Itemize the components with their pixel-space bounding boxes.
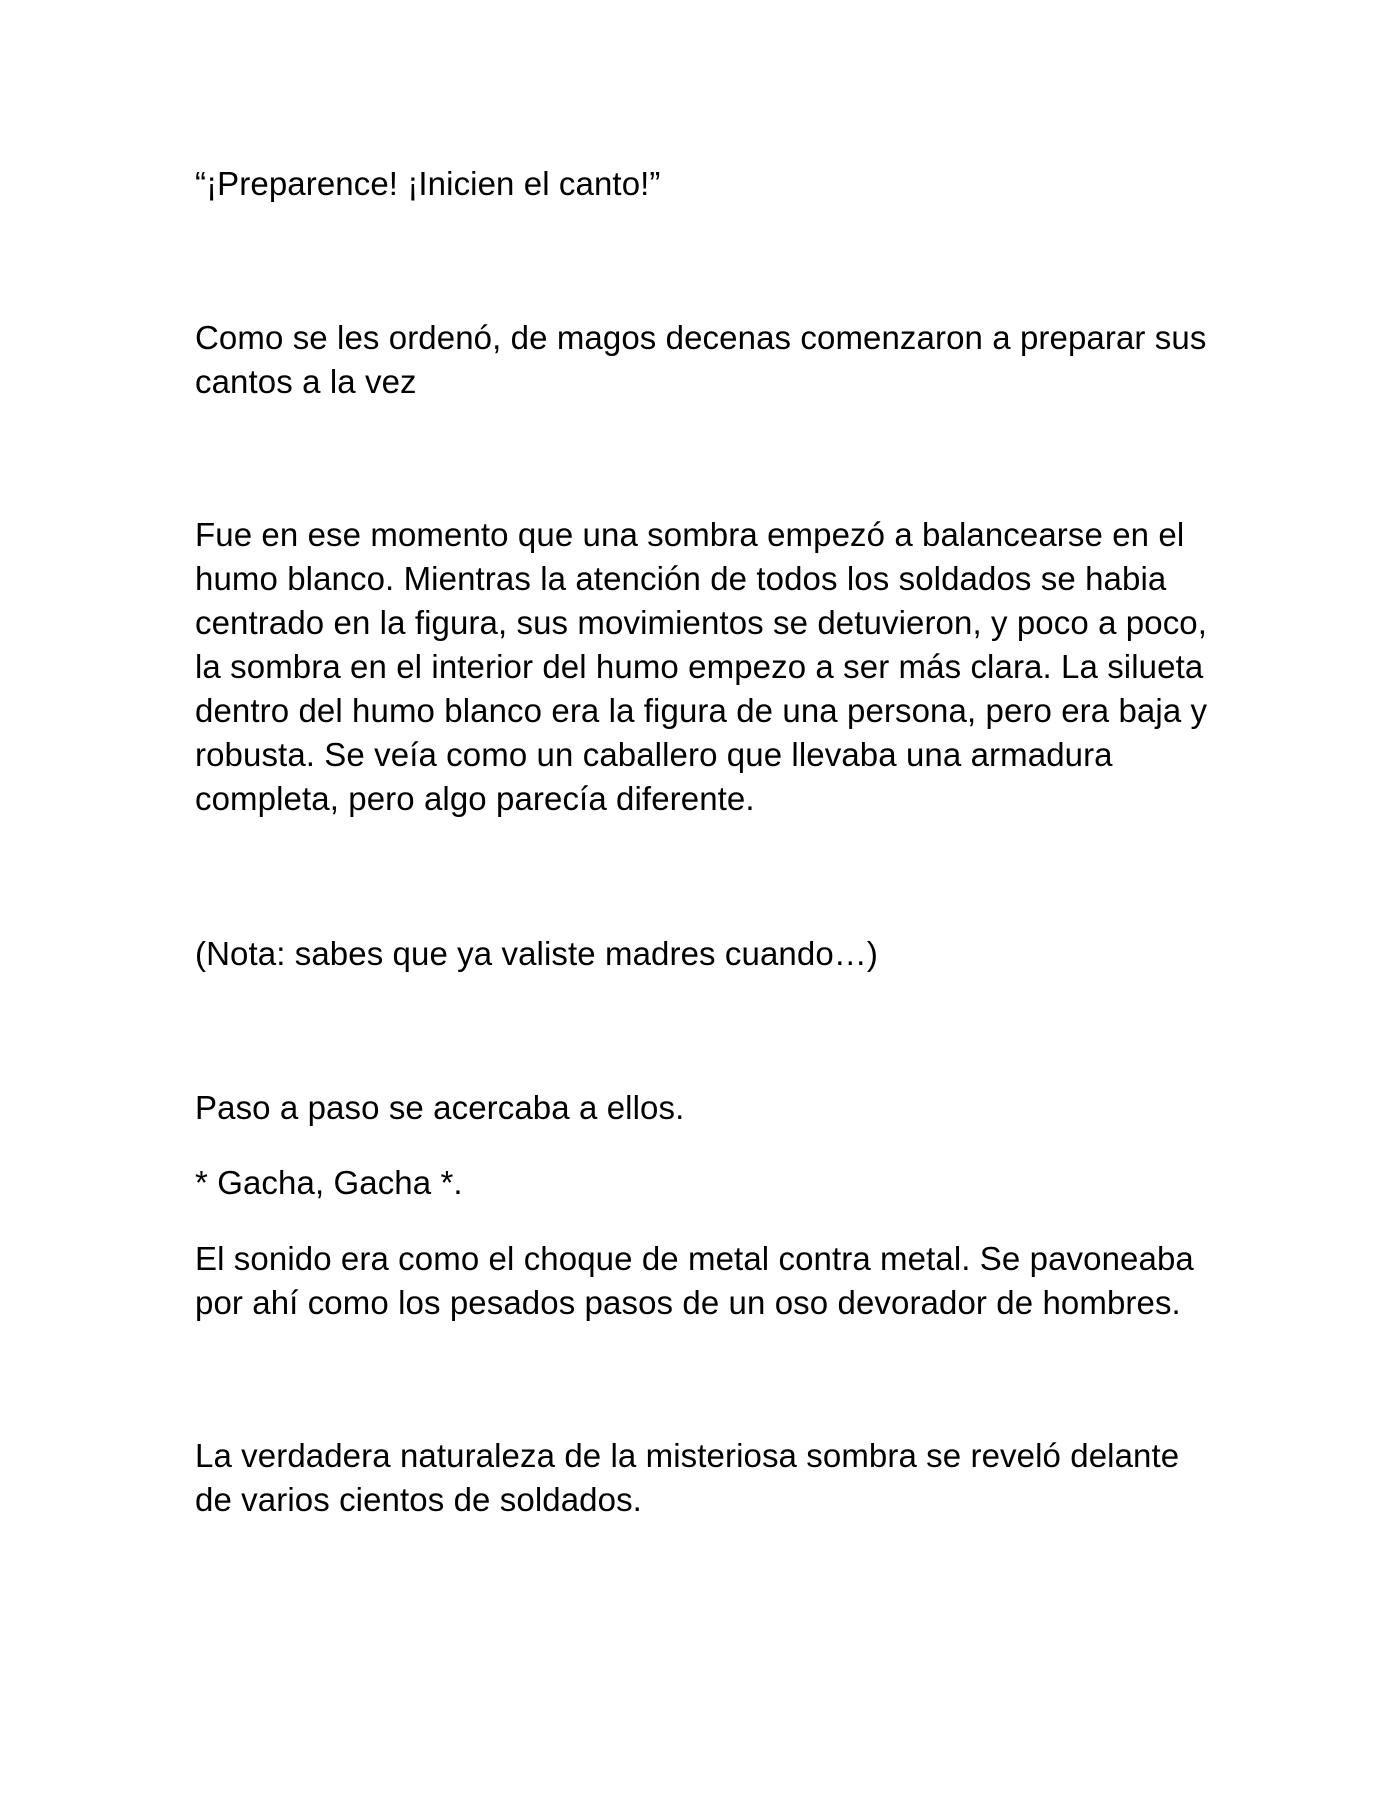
paragraph-command: “¡Preparence! ¡Inicien el canto!” xyxy=(195,165,661,202)
paragraph-shadow-in-smoke: Fue en ese momento que una sombra empezó a balancearse en el humo blanco. Mientras la atención de todos los soldados se habia centrado en la figura, sus movimientos se detuvieron, y poco a poco, la sombra en el interior del humo empezo a ser más clara. La silueta dentro del humo blanco era la figura de una persona, pero era baja y robusta. Se veía como un caballero que llevaba una armadura completa, pero algo parecía diferente. xyxy=(195,516,1208,817)
paragraph-mages-chant: Como se les ordenó, de magos decenas comenzaron a preparar sus cantos a la vez xyxy=(195,319,1207,400)
paragraph-sound-effect: * Gacha, Gacha *. xyxy=(195,1164,463,1201)
paragraph-metal-sound: El sonido era como el choque de metal contra metal. Se pavoneaba por ahí como los pesados pasos de un oso devorador de hombres. xyxy=(195,1240,1194,1321)
paragraph-step-by-step: Paso a paso se acercaba a ellos. xyxy=(195,1089,685,1126)
paragraph-note: (Nota: sabes que ya valiste madres cuando…) xyxy=(195,935,878,972)
paragraph-revelation: La verdadera naturaleza de la misteriosa sombra se reveló delante de varios cientos de soldados. xyxy=(195,1437,1180,1518)
